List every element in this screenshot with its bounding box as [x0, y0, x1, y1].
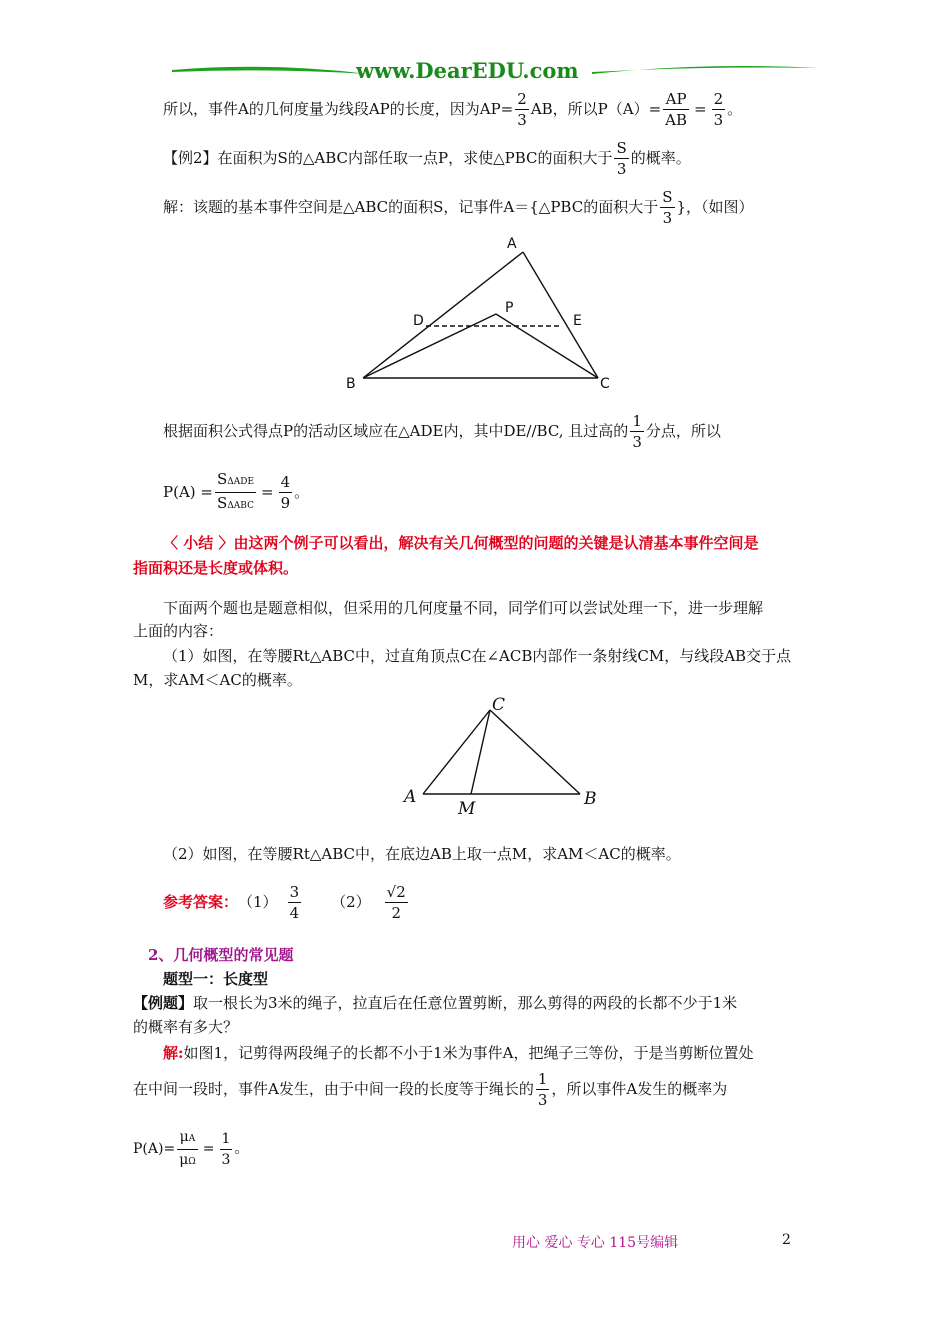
para1-end: 。 — [727, 100, 743, 118]
fraction-two-thirds — [515, 89, 529, 130]
num-sub: ΔADE — [227, 476, 255, 487]
segment-bp — [363, 314, 496, 378]
label-e: E — [573, 313, 582, 329]
frac-den: 9 — [280, 493, 291, 512]
fraction-area-ratio — [215, 469, 256, 516]
type1-title: 题型一：长度型 — [163, 970, 269, 988]
example-line-2: 的概率有多大？ — [133, 1018, 239, 1036]
question1-line-1: （1）如图，在等腰Rt△ABC中，过直角顶点C在∠ACB内部作一条射线CM，与线段AB交于点 — [163, 647, 792, 665]
formula2-end: 。 — [234, 1141, 249, 1157]
para1-mid: AB，所以P（A）= — [530, 100, 662, 118]
example2-text: 在面积为S的△ABC内部任取一点P，求使△PBC的面积大于 — [217, 149, 613, 167]
frac-den: AB — [665, 110, 688, 129]
question1-line-2: M，求AM＜AC的概率。 — [133, 671, 302, 689]
paragraph-event-length — [163, 86, 742, 132]
solution1-text: 解：该题的基本事件空间是△ABC的面积S，记事件A＝{△PBC的面积大于 — [163, 198, 659, 216]
formula2-lhs: P(A)= — [133, 1141, 176, 1157]
label-m: M — [458, 799, 476, 818]
frac-num: 1 — [632, 411, 642, 430]
label-c: C — [492, 695, 506, 715]
para3-line-1: 下面两个题也是题意相似，但采用的几何度量不同，同学们可以尝试处理一下，进一步理解 — [163, 599, 764, 617]
label-b: B — [584, 789, 597, 809]
formula2-eq: = — [202, 1141, 215, 1157]
solution1-paragraph — [163, 184, 754, 230]
frac-den: 4 — [289, 903, 300, 922]
label-p: P — [505, 300, 514, 316]
fraction-sqrt2-over-2 — [385, 882, 408, 923]
page-number: 2 — [782, 1232, 791, 1248]
label-c: C — [600, 376, 610, 392]
summary-line-2: 指面积还是长度或体积。 — [133, 559, 299, 577]
formula-area-ratio — [163, 466, 309, 518]
para3-line-2: 上面的内容： — [133, 622, 224, 640]
question2-text: （2）如图，在等腰Rt△ABC中，在底边AB上取一点M，求AM＜AC的概率。 — [163, 845, 681, 863]
answer-label: 参考答案： — [163, 893, 239, 911]
solution2-label: 解: — [163, 1044, 184, 1062]
fraction-s-over-3 — [614, 138, 628, 179]
footer-text: 用心 爱心 专心 115号编辑 — [512, 1235, 679, 1251]
frac-den: 3 — [616, 159, 627, 178]
solution2-line1-text: 如图1，记剪得两段绳子的长都不小于1米为事件A，把绳子三等份，于是当剪断位置处 — [183, 1044, 754, 1062]
den-main: μ — [179, 1151, 189, 1168]
frac-den: 2 — [391, 903, 401, 922]
frac-den: 3 — [517, 110, 527, 129]
fraction-four-ninths — [279, 472, 293, 513]
triangle-figure-abc-dep — [330, 232, 630, 397]
header-swoosh-left-icon — [170, 60, 370, 84]
formula-length-ratio — [133, 1124, 248, 1174]
formula1-eq: = — [261, 483, 274, 501]
solution2-line-1 — [163, 1042, 753, 1064]
frac-num: 4 — [280, 472, 291, 491]
para1-prefix: 所以，事件A的几何度量为线段AP的长度，因为AP= — [163, 100, 514, 118]
den-sub: ΔABC — [227, 500, 254, 511]
fraction-one-third-b — [536, 1069, 550, 1110]
paragraph-active-region — [163, 408, 721, 454]
answer-part1-label: （1） — [238, 893, 278, 911]
side-ba — [363, 252, 523, 378]
solution2-line2-text: 在中间一段时，事件A发生，由于中间一段的长度等于绳长的 — [133, 1080, 534, 1098]
label-a: A — [507, 236, 517, 252]
frac-num: 1 — [220, 1129, 233, 1150]
frac-num: S — [662, 187, 673, 206]
frac-num: √2 — [386, 882, 406, 901]
frac-num: AP — [663, 89, 689, 110]
example2-label: 【例2】 — [163, 149, 218, 167]
num-main: S — [216, 469, 228, 488]
num-sub: A — [188, 1133, 196, 1144]
answer-part2-label: （2） — [331, 893, 371, 911]
reference-answer — [163, 876, 410, 928]
segment-pc — [496, 314, 598, 378]
den-main: S — [217, 493, 228, 512]
label-a: A — [404, 787, 417, 807]
fraction-s-over-3-b — [660, 187, 674, 228]
frac-den: 3 — [632, 432, 642, 451]
label-d: D — [413, 313, 424, 329]
frac-num: 2 — [517, 89, 527, 108]
example-line1-text: 取一根长为3米的绳子，拉直后在任意位置剪断，那么剪得的两段的长都不少于1米 — [193, 994, 738, 1012]
para1-eq: = — [694, 100, 707, 118]
section-title-common-problems: 2、几何概型的常见题 — [148, 946, 294, 964]
num-main: μ — [179, 1128, 189, 1145]
example2-end: 的概率。 — [630, 149, 691, 167]
frac-den: 3 — [713, 110, 724, 129]
isosceles-right-triangle-figure — [398, 690, 608, 818]
frac-num: 1 — [537, 1069, 548, 1088]
header-site-title: www.DearEDU.com — [356, 58, 579, 83]
side-ac — [523, 252, 598, 378]
para2-text: 根据面积公式得点P的活动区域应在△ADE内，其中DE//BC, 且过高的 — [163, 422, 629, 440]
frac-num — [177, 1127, 198, 1150]
para2-end: 分点，所以 — [645, 422, 721, 440]
fraction-one-third-c — [220, 1129, 233, 1170]
example2-paragraph — [163, 135, 691, 181]
frac-num: 3 — [289, 882, 300, 901]
formula1-lhs: P(A) = — [163, 483, 213, 501]
example-label: 【例题】 — [133, 994, 194, 1012]
solution2-line2-end: ，所以事件A发生的概率为 — [551, 1080, 728, 1098]
formula1-end: 。 — [294, 483, 310, 501]
label-b: B — [346, 376, 356, 392]
fraction-two-thirds-b — [712, 89, 726, 130]
fraction-three-quarters — [288, 882, 302, 923]
solution2-line-2 — [133, 1066, 727, 1112]
den-sub: Ω — [188, 1156, 196, 1167]
frac-den: 3 — [537, 1090, 548, 1109]
solution1-end: }，（如图） — [676, 198, 754, 216]
frac-den: 3 — [221, 1151, 231, 1168]
header-swoosh-right-icon — [590, 60, 820, 84]
frac-den — [177, 1150, 198, 1172]
fraction-ap-ab — [663, 89, 689, 130]
side-cb — [490, 710, 580, 794]
frac-num: 2 — [713, 89, 724, 108]
frac-num: S — [616, 138, 627, 157]
example-line-1 — [133, 992, 737, 1014]
fraction-mu-ratio — [177, 1127, 198, 1172]
frac-den — [215, 493, 256, 516]
frac-num — [215, 469, 256, 493]
summary-line-1: 〈 小结 〉由这两个例子可以看出，解决有关几何概型的问题的关键是认清基本事件空间是 — [163, 534, 759, 552]
fraction-one-third — [630, 411, 644, 452]
frac-den: 3 — [662, 208, 673, 227]
header — [170, 56, 820, 90]
